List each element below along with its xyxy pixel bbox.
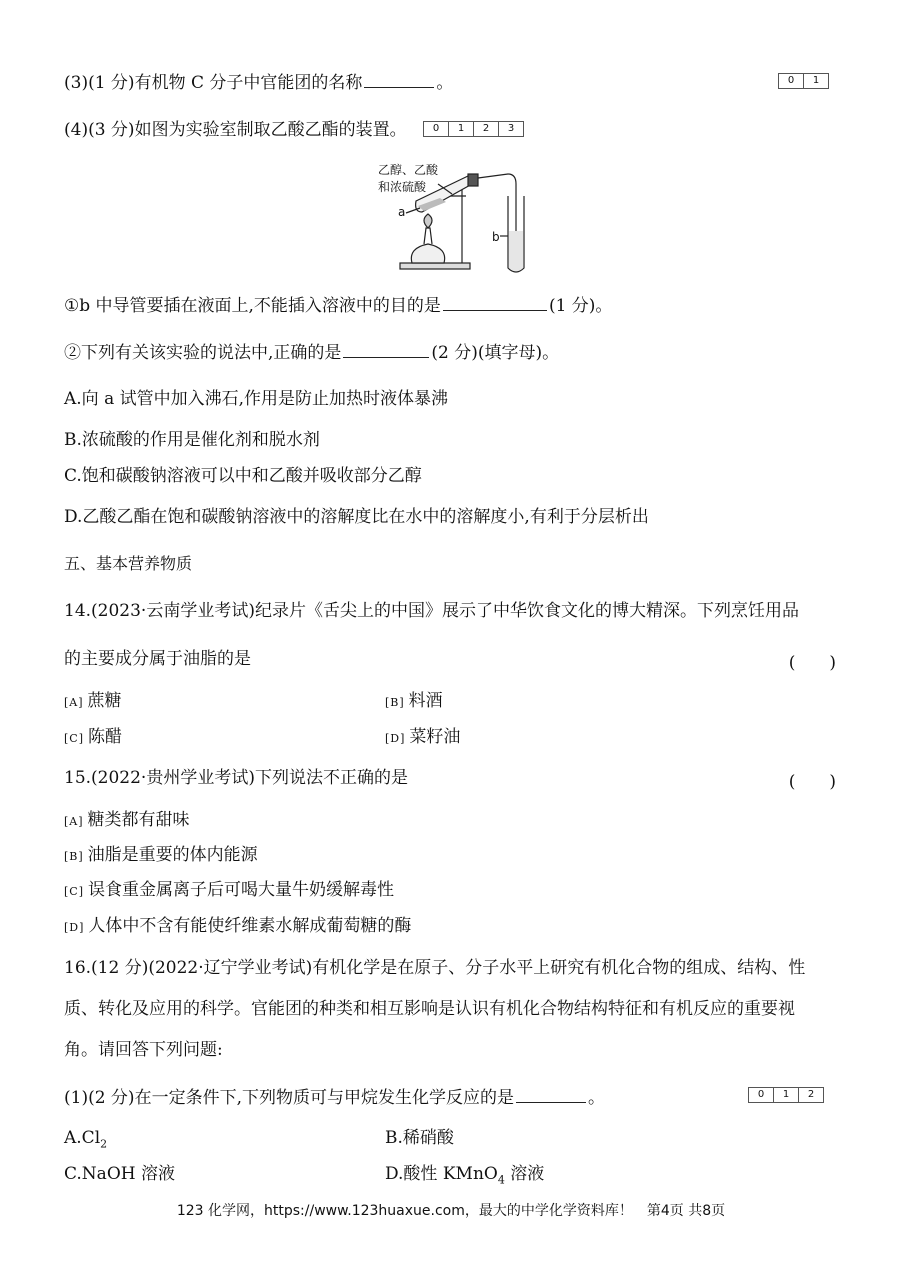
q15-option-d[interactable]: [D] 人体中不含有能使纤维素水解成葡萄糖的酶 [64, 916, 412, 936]
q13-sub1: ①b 中导管要插在液面上,不能插入溶液中的目的是 (1 分)。 [64, 296, 613, 316]
q16-stem-2: 质、转化及应用的科学。官能团的种类和相互影响是认识有机化合物结构特征和有机反应的重要视 [64, 999, 795, 1019]
page-footer: 123 化学网，https://www.123huaxue.com，最大的中学化学资料库！ 第4页 共8页 [176, 1203, 726, 1219]
q16-option-b[interactable]: B.稀硝酸 [385, 1128, 454, 1148]
q16-stem-1: 16.(12 分)(2022·辽宁学业考试)有机化学是在原子、分子水平上研究有机化合物的组成、结构、性 [64, 958, 806, 978]
q14-option-a[interactable]: [A] 蔗糖 [64, 691, 122, 711]
q16-option-d[interactable]: D.酸性 KMnO$_4$ 溶液 [385, 1164, 545, 1187]
q15-option-a[interactable]: [A] 糖类都有甜味 [64, 810, 190, 830]
q15-stem: 15.(2022·贵州学业考试)下列说法不正确的是 [64, 768, 408, 788]
label-reagents-2: 和浓硫酸 [378, 180, 427, 194]
q16-option-c[interactable]: C.NaOH 溶液 [64, 1164, 175, 1184]
q14-option-c[interactable]: [C] 陈醋 [64, 727, 122, 747]
q16-option-a[interactable]: $A.Cl_2$ [64, 1128, 108, 1151]
score-box-q16-1[interactable]: 0 1 2 [748, 1087, 824, 1103]
q13-option-a[interactable]: A.向 a 试管中加入沸石,作用是防止加热时液体暴沸 [64, 389, 449, 409]
q13-sub2: ②下列有关该实验的说法中,正确的是 (2 分)(填字母)。 [64, 343, 560, 363]
answer-blank[interactable] [443, 294, 547, 311]
q16-part1: (1)(2 分)在一定条件下,下列物质可与甲烷发生化学反应的是 。 [64, 1088, 605, 1108]
q14-option-d[interactable]: [D] 菜籽油 [385, 727, 461, 747]
esterification-apparatus-figure [368, 156, 538, 276]
label-a: a [398, 205, 406, 219]
q15-option-b[interactable]: [B] 油脂是重要的体内能源 [64, 845, 258, 865]
q14-answer-paren[interactable]: ( ) [788, 653, 836, 673]
score-box-q13-4[interactable]: 0 1 2 3 [423, 121, 524, 137]
q15-answer-paren[interactable]: ( ) [788, 772, 836, 792]
q13-option-d[interactable]: D.乙酸乙酯在饱和碳酸钠溶液中的溶解度比在水中的溶解度小,有利于分层析出 [64, 507, 649, 527]
q13-part3: (3)(1 分)有机物 C 分子中官能团的名称 。 [64, 73, 454, 93]
q13-option-c[interactable]: C.饱和碳酸钠溶液可以中和乙酸并吸收部分乙醇 [64, 466, 422, 486]
label-reagents-1: 乙醇、乙酸 [378, 163, 439, 177]
score-box-q13-3[interactable]: 0 1 [778, 73, 829, 89]
q13-part4: (4)(3 分)如图为实验室制取乙酸乙酯的装置。 [64, 120, 407, 140]
q14-stem-2: 的主要成分属于油脂的是 [64, 649, 251, 669]
answer-blank[interactable] [516, 1086, 586, 1103]
q14-stem-1: 14.(2023·云南学业考试)纪录片《舌尖上的中国》展示了中华饮食文化的博大精深。下列烹饪用品 [64, 601, 799, 621]
q13-option-b[interactable]: B.浓硫酸的作用是催化剂和脱水剂 [64, 430, 320, 450]
q15-option-c[interactable]: [C] 误食重金属离子后可喝大量牛奶缓解毒性 [64, 880, 394, 900]
q14-option-b[interactable]: [B] 料酒 [385, 691, 443, 711]
label-b: b [492, 230, 500, 244]
section-heading: 五、基本营养物质 [64, 554, 193, 573]
q16-stem-3: 角。请回答下列问题: [64, 1040, 223, 1060]
answer-blank[interactable] [364, 71, 434, 88]
answer-blank[interactable] [343, 341, 429, 358]
